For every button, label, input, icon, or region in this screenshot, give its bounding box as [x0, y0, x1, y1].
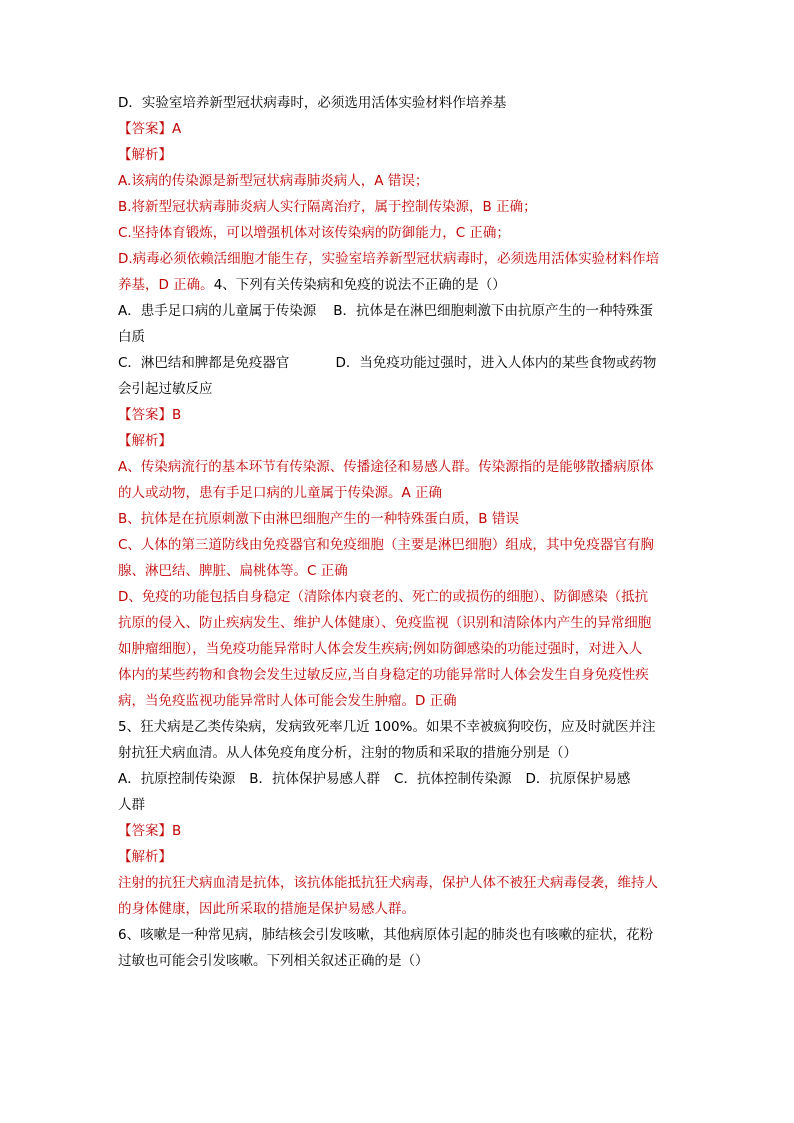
q4-option-d-cont: 会引起过敏反应 [118, 381, 213, 397]
answer-label-q5: 【答案】B [118, 823, 182, 839]
question-6-2: 过敏也可能会引发咳嗽。下列相关叙述正确的是（） [118, 953, 429, 969]
q4-option-a: A．患手足口病的儿童属于传染源 [118, 303, 317, 319]
q4-option-c: C．淋巴结和脾都是免疫器官 [118, 355, 290, 371]
q4-option-b: B．抗体是在淋巴细胞刺激下由抗原产生的一种特殊蛋 [333, 303, 654, 319]
answer-label: 【答案】A [118, 121, 182, 137]
q4-analysis-d-2: 抗原的侵入、防止疾病发生、维护人体健康）、免疫监视（识别和清除体内产生的异常细胞 [118, 615, 652, 631]
analysis-d-1: D.病毒必须依赖活细胞才能生存，实验室培养新型冠状病毒时，必须选用活体实验材料作培 [118, 251, 660, 267]
q4-analysis-d-4: 体内的某些药物和食物会发生过敏反应,当自身稳定的功能异常时人体会发生自身免疫性疾 [118, 667, 649, 683]
q4-analysis-a-2: 的人或动物，患有手足口病的儿童属于传染源。A 正确 [118, 485, 443, 501]
answer-label-q4: 【答案】B [118, 407, 182, 423]
question-4: 4、下列有关传染病和免疫的说法不正确的是（） [213, 277, 506, 293]
q4-analysis-d-5: 病，当免疫监视功能异常时人体可能会发生肿瘤。D 正确 [118, 693, 457, 709]
option-d-text: D．实验室培养新型冠状病毒时，必须选用活体实验材料作培养基 [118, 95, 507, 111]
q5-option-d: D．抗原保护易感 [525, 771, 631, 787]
q5-option-b: B．抗体保护易感人群 [249, 771, 381, 787]
document-page [118, 90, 678, 974]
q5-option-c: C．抗体控制传染源 [394, 771, 512, 787]
q4-analysis-c-2: 腺、淋巴结、脾脏、扁桃体等。C 正确 [118, 563, 348, 579]
q4-analysis-d-1: D、免疫的功能包括自身稳定（清除体内衰老的、死亡的或损伤的细胞）、防御感染（抵抗 [118, 589, 649, 605]
analysis-a: A.该病的传染源是新型冠状病毒肺炎病人，A 错误； [118, 173, 429, 189]
q4-analysis-a-1: A、传染病流行的基本环节有传染源、传播途径和易感人群。传染源指的是能够散播病原体 [118, 459, 654, 475]
question-6-1: 6、咳嗽是一种常见病，肺结核会引发咳嗽，其他病原体引起的肺炎也有咳嗽的症状，花粉 [118, 927, 654, 943]
q5-analysis-2: 的身体健康，因此所采取的措施是保护易感人群。 [118, 901, 415, 917]
question-5-1: 5、狂犬病是乙类传染病，发病致死率几近 100%。如果不幸被疯狗咬伤，应及时就医并注 [118, 719, 656, 735]
question-5-2: 射抗狂犬病血清。从人体免疫角度分析，注射的物质和采取的措施分别是（） [118, 745, 577, 761]
q4-analysis-d-3: 如肿瘤细胞），当免疫功能异常时人体会发生疾病;例如防御感染的功能过强时，对进入人 [118, 641, 643, 657]
q4-option-d: D．当免疫功能过强时，进入人体内的某些食物或药物 [335, 355, 657, 371]
q4-option-b-cont: 白质 [118, 329, 145, 345]
q4-options-cd [118, 350, 678, 376]
analysis-c: C.坚持体育锻炼，可以增强机体对该传染病的防御能力，C 正确； [118, 225, 510, 241]
analysis-label-q5: 【解析】 [118, 849, 172, 865]
q4-analysis-b: B、抗体是在抗原刺激下由淋巴细胞产生的一种特殊蛋白质，B 错误 [118, 511, 519, 527]
q4-analysis-c-1: C、人体的第三道防线由免疫器官和免疫细胞（主要是淋巴细胞）组成，其中免疫器官有胸 [118, 537, 654, 553]
q5-analysis-1: 注射的抗狂犬病血清是抗体，该抗体能抵抗狂犬病毒，保护人体不被狂犬病毒侵袭，维持人 [118, 875, 658, 891]
analysis-b: B.将新型冠状病毒肺炎病人实行隔离治疗，属于控制传染源，B 正确； [118, 199, 537, 215]
analysis-label-q4: 【解析】 [118, 433, 172, 449]
q5-options [118, 766, 678, 792]
q5-option-d-cont: 人群 [118, 797, 145, 813]
analysis-d-2: 养基，D 正确。 [118, 277, 214, 293]
q4-options-ab [118, 298, 678, 324]
analysis-d-2-and-q4 [118, 272, 678, 298]
analysis-label: 【解析】 [118, 147, 172, 163]
q5-option-a: A．抗原控制传染源 [118, 771, 236, 787]
